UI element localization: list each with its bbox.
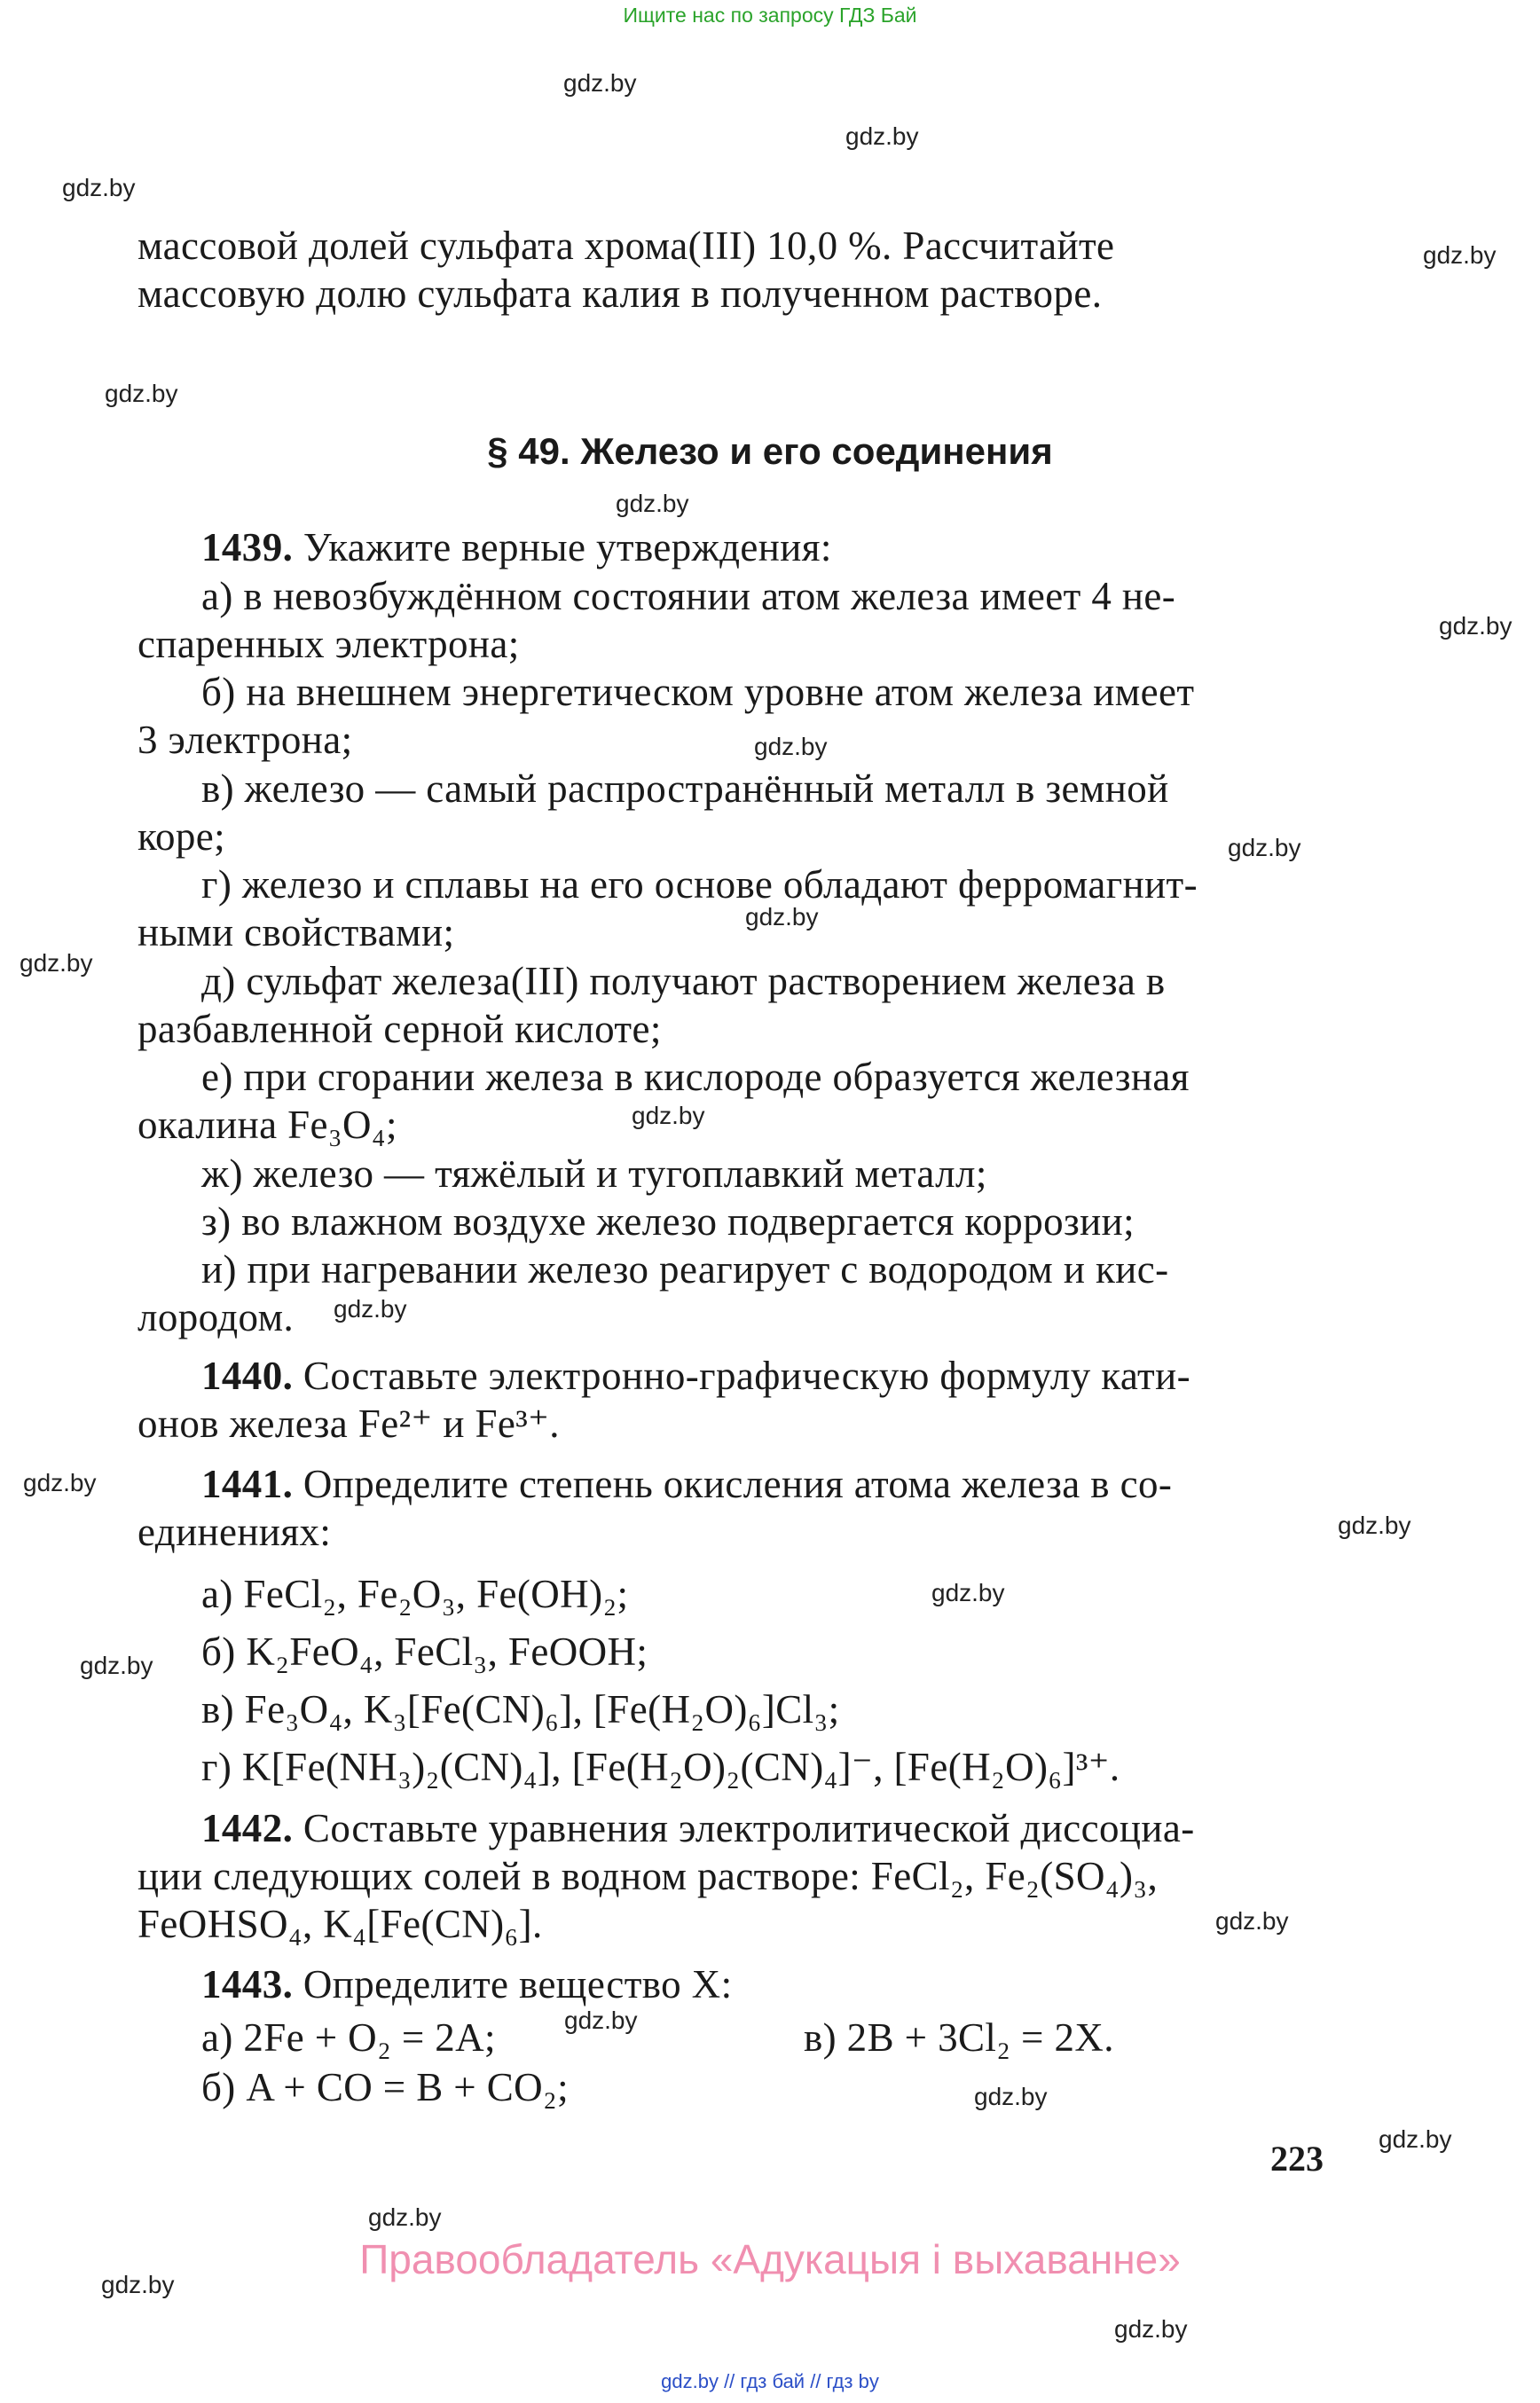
task-1439-option-e: е) при сгорании железа в кислороде образуется железная <box>201 1055 1190 1099</box>
task-1443-option-v: в) 2B + 3Cl₂ = 2X. <box>804 2015 1114 2060</box>
task-1440-line <box>201 1352 1190 1400</box>
watermark: gdz.by <box>62 174 136 201</box>
watermark: gdz.by <box>1338 1512 1411 1539</box>
task-1442-line: ции следующих солей в водном растворе: FeCl₂, Fe₂(SO₄)₃, <box>138 1854 1159 1898</box>
task-1443-option-a: а) 2Fe + O₂ = 2A; <box>201 2015 496 2060</box>
task-1441-option-v: в) Fe₃O₄, K₃[Fe(CN)₆], [Fe(H₂O)₆]Cl₃; <box>201 1687 840 1732</box>
task-1439-option-v: в) железо — самый распространённый металл в земной <box>201 766 1169 811</box>
task-1439-option-g: г) железо и сплавы на его основе обладают ферромагнит- <box>201 862 1198 907</box>
task-1439-option-i: лородом. <box>138 1295 295 1339</box>
watermark: gdz.by <box>974 2083 1048 2110</box>
task-1439-option-g: ными свойствами; <box>138 910 455 954</box>
watermark: gdz.by <box>105 380 178 407</box>
watermark: gdz.by <box>23 1469 97 1496</box>
task-1439-option-e: окалина Fe₃O₄; <box>138 1103 397 1147</box>
task-number: 1442. <box>201 1806 294 1850</box>
footer-links[interactable]: gdz.by // гдз бай // гдз by <box>661 2370 879 2392</box>
watermark: gdz.by <box>632 1102 705 1129</box>
task-1439-option-z: з) во влажном воздухе железо подвергается коррозии; <box>201 1199 1135 1244</box>
task-1439-option-a: а) в невозбуждённом состоянии атом железа имеет 4 не- <box>201 574 1176 618</box>
watermark: gdz.by <box>931 1579 1005 1606</box>
task-1439-option-b: 3 электрона; <box>138 718 353 762</box>
task-1439-option-a: спаренных электрона; <box>138 622 520 666</box>
watermark: gdz.by <box>845 122 919 150</box>
section-title: § 49. Железо и его соединения <box>487 430 1053 472</box>
task-text: Составьте электронно-графическую формулу кати- <box>293 1354 1190 1398</box>
watermark: gdz.by <box>101 2271 175 2298</box>
task-1441-line: единениях: <box>138 1510 332 1554</box>
watermark: gdz.by <box>754 733 828 760</box>
watermark: gdz.by <box>334 1295 407 1323</box>
page-number: 223 <box>1270 2139 1324 2179</box>
task-1442-line: FeOHSO₄, K₄[Fe(CN)₆]. <box>138 1902 543 1946</box>
task-1441-line <box>201 1460 1172 1508</box>
task-1439-option-zh: ж) железо — тяжёлый и тугоплавкий металл; <box>201 1151 987 1196</box>
task-1439-option-v: коре; <box>138 814 226 859</box>
task-text: Определите степень окисления атома железа в со- <box>293 1462 1173 1506</box>
task-1439-option-b: б) на внешнем энергетическом уровне атом железа имеет <box>201 670 1195 714</box>
watermark: gdz.by <box>80 1652 153 1679</box>
task-1441-option-g: г) K[Fe(NH₃)₂(CN)₄], [Fe(H₂O)₂(CN)₄]⁻, [Fe(H₂O)₆]³⁺. <box>201 1745 1120 1789</box>
task-number: 1440. <box>201 1354 294 1398</box>
task-1439-option-d: разбавленной серной кислоте; <box>138 1007 662 1051</box>
watermark: gdz.by <box>1228 834 1301 861</box>
intro-line: массовую долю сульфата калия в полученном растворе. <box>138 271 1103 316</box>
task-text: Составьте уравнения электролитической диссоциа- <box>293 1806 1195 1850</box>
copyright-notice: Правообладатель «Адукацыя і выхаванне» <box>359 2236 1181 2282</box>
task-1439-title <box>201 523 832 571</box>
watermark: gdz.by <box>616 490 689 517</box>
watermark: gdz.by <box>564 2006 638 2034</box>
task-1441-option-a: а) FeCl₂, Fe₂O₃, Fe(OH)₂; <box>201 1572 629 1616</box>
task-1439-option-i: и) при нагревании железо реагирует с водородом и кис- <box>201 1247 1169 1292</box>
watermark: gdz.by <box>1439 612 1512 640</box>
task-1440-line: онов железа Fe²⁺ и Fe³⁺. <box>138 1402 560 1446</box>
task-text: Определите вещество X: <box>293 1962 733 2006</box>
watermark: gdz.by <box>745 903 819 931</box>
intro-line: массовой долей сульфата хрома(III) 10,0 %. Рассчитайте <box>138 224 1115 268</box>
task-1439-option-d: д) сульфат железа(III) получают растворением железа в <box>201 959 1166 1003</box>
watermark: gdz.by <box>1114 2315 1188 2343</box>
task-number: 1439. <box>201 525 294 569</box>
header-search-link[interactable]: Ищите нас по запросу ГДЗ Бай <box>623 4 917 27</box>
task-1441-option-b: б) K₂FeO₄, FeCl₃, FeOOH; <box>201 1629 648 1674</box>
watermark: gdz.by <box>20 949 93 977</box>
task-1443-title <box>201 1960 733 2008</box>
watermark: gdz.by <box>1423 241 1497 269</box>
task-1442-line <box>201 1804 1195 1852</box>
watermark: gdz.by <box>1215 1907 1289 1935</box>
task-number: 1443. <box>201 1962 294 2006</box>
task-1443-option-b: б) A + CO = B + CO₂; <box>201 2065 570 2109</box>
task-number: 1441. <box>201 1462 294 1506</box>
task-text: Укажите верные утверждения: <box>293 525 832 569</box>
watermark: gdz.by <box>1379 2125 1452 2153</box>
watermark: gdz.by <box>368 2203 442 2231</box>
watermark: gdz.by <box>563 69 637 97</box>
